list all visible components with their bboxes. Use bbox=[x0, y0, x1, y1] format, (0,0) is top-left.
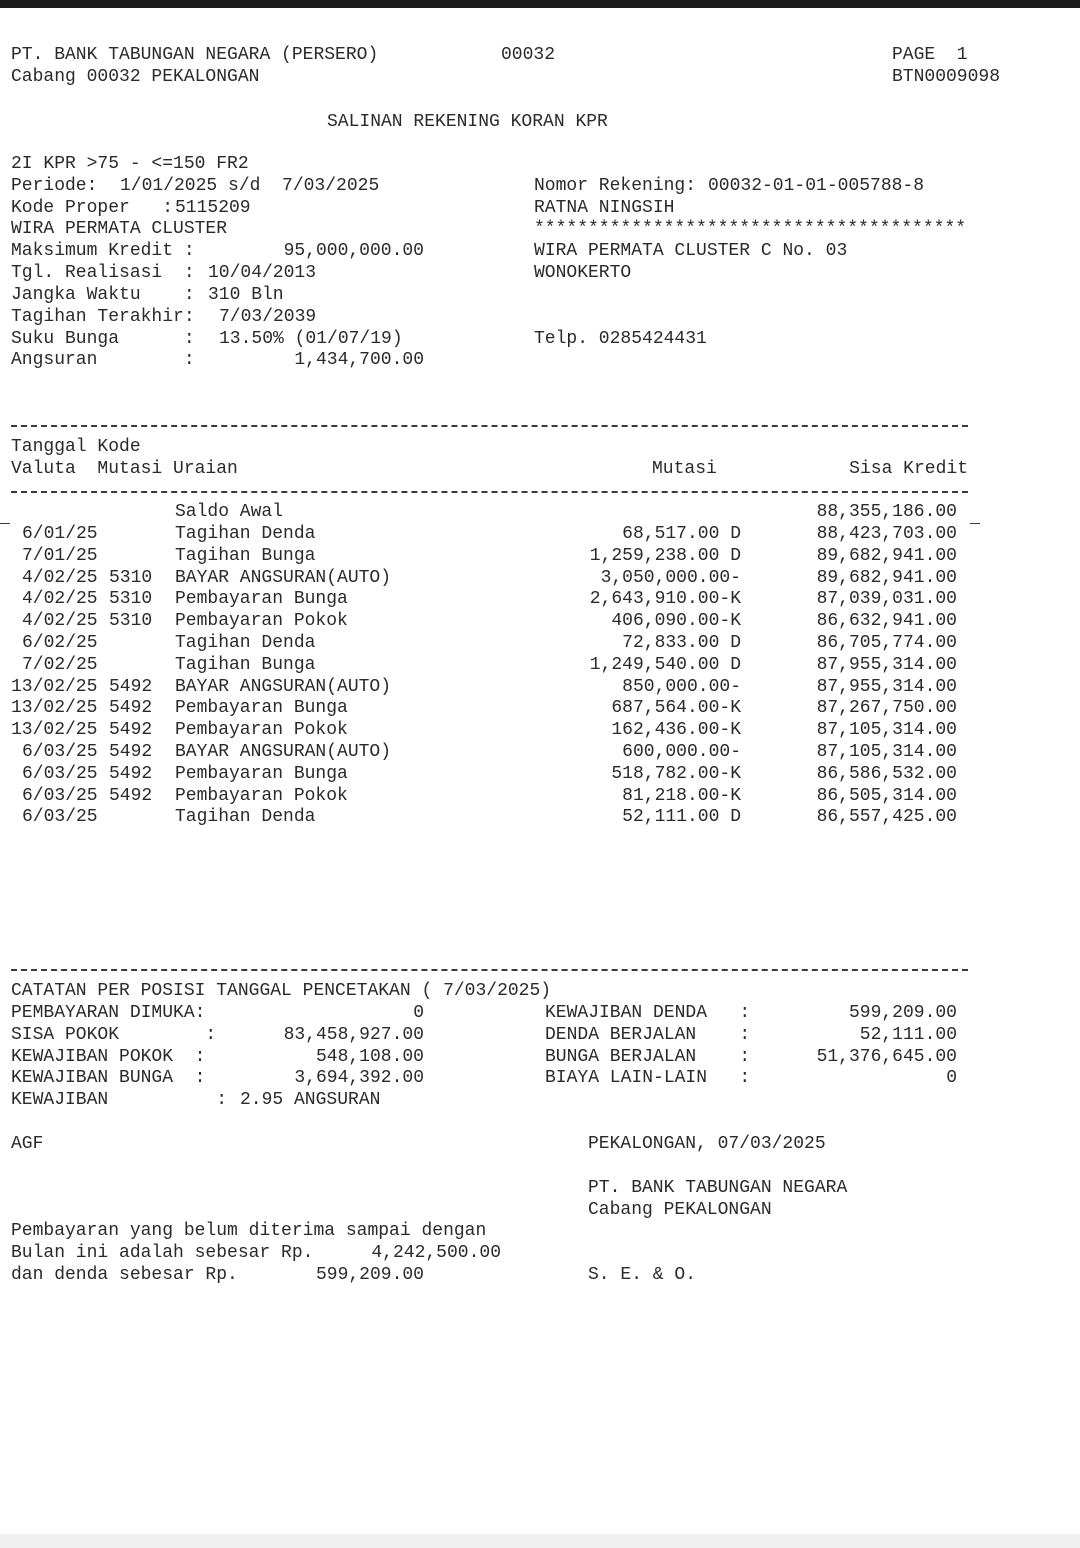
footer-bank-name: PT. BANK TABUNGAN NEGARA bbox=[588, 1178, 848, 1198]
footer-branch: Cabang PEKALONGAN bbox=[588, 1200, 772, 1220]
row-amount: 1,259,238.00 D bbox=[589, 545, 741, 566]
row-balance: 86,586,532.00 bbox=[816, 763, 957, 784]
row-balance: 86,705,774.00 bbox=[816, 633, 957, 653]
row-code: 5492 bbox=[109, 785, 153, 806]
note-line-2-value: 4,242,500.00 bbox=[371, 1243, 501, 1263]
row-amount: 68,517.00 D bbox=[622, 524, 741, 544]
row-description: BAYAR ANGSURAN(AUTO) bbox=[175, 567, 392, 588]
summary-right-label: BIAYA LAIN-LAIN : bbox=[545, 1068, 751, 1089]
row-description: Tagihan Denda bbox=[175, 524, 316, 544]
row-description: Tagihan Denda bbox=[175, 807, 316, 828]
place-date: PEKALONGAN, 07/03/2025 bbox=[588, 1134, 826, 1154]
summary-left-label: PEMBAYARAN DIMUKA: bbox=[11, 1003, 206, 1023]
row-balance: 89,682,941.00 bbox=[816, 545, 957, 566]
row-description: Pembayaran Pokok bbox=[175, 785, 348, 806]
row-description: Pembayaran Bunga bbox=[175, 763, 348, 784]
phone-number: Telp. 0285424431 bbox=[534, 329, 707, 349]
row-date: 13/02/25 bbox=[11, 720, 98, 741]
realisasi-value: 10/04/2013 bbox=[208, 263, 317, 283]
row-balance: 87,955,314.00 bbox=[816, 676, 957, 697]
max-credit-label: Maksimum Kredit : bbox=[11, 241, 195, 261]
row-code: 5310 bbox=[109, 589, 153, 610]
row-balance: 89,682,941.00 bbox=[816, 567, 957, 588]
summary-right-value: 52,111.00 bbox=[859, 1024, 957, 1045]
row-description: BAYAR ANGSURAN(AUTO) bbox=[175, 676, 392, 697]
row-code: 5492 bbox=[109, 763, 153, 784]
row-amount: 518,782.00-K bbox=[611, 763, 741, 784]
account-number-label: Nomor Rekening: bbox=[534, 176, 697, 196]
row-date: 7/02/25 bbox=[22, 654, 98, 675]
summary-left-value: 83,458,927.00 bbox=[283, 1024, 424, 1045]
row-code: 5492 bbox=[109, 676, 153, 697]
row-code: 5310 bbox=[109, 567, 153, 588]
branch-name: Cabang 00032 PEKALONGAN bbox=[11, 67, 260, 87]
row-amount: 1,249,540.00 D bbox=[589, 654, 741, 675]
kode-proper-label: Kode Proper : bbox=[11, 198, 174, 218]
row-balance: 86,557,425.00 bbox=[816, 807, 957, 828]
row-balance: 87,105,314.00 bbox=[816, 742, 957, 762]
row-amount: 600,000.00- bbox=[622, 742, 741, 762]
row-amount: 687,564.00-K bbox=[611, 698, 741, 719]
row-amount: 2,643,910.00-K bbox=[589, 589, 741, 610]
note-line-3-label: dan denda sebesar Rp. bbox=[11, 1265, 238, 1285]
summary-right-value: 599,209.00 bbox=[848, 1003, 957, 1023]
note-line-3-value: 599,209.00 bbox=[315, 1265, 424, 1285]
column-sisa-kredit: Sisa Kredit bbox=[849, 459, 968, 479]
summary-right-value: 51,376,645.00 bbox=[816, 1046, 957, 1067]
row-date: 7/01/25 bbox=[22, 545, 98, 566]
signature: S. E. & O. bbox=[588, 1265, 697, 1285]
summary-right-value: 0 bbox=[946, 1068, 957, 1089]
address-line-2: WONOKERTO bbox=[534, 263, 632, 283]
last-bill-label: Tagihan Terakhir: bbox=[11, 307, 195, 327]
table-header-line-2: Valuta Mutasi Uraian bbox=[11, 459, 238, 479]
row-code: 5492 bbox=[109, 698, 153, 719]
agf-code: AGF bbox=[11, 1134, 44, 1154]
row-code: 5492 bbox=[109, 742, 153, 762]
row-balance: 86,505,314.00 bbox=[816, 785, 957, 806]
summary-right-label: KEWAJIBAN DENDA : bbox=[545, 1003, 751, 1023]
row-amount: 850,000.00- bbox=[622, 676, 741, 697]
document-code: BTN0009098 bbox=[892, 67, 1001, 87]
row-balance: 87,955,314.00 bbox=[816, 654, 957, 675]
summary-left-label: SISA POKOK : bbox=[11, 1024, 217, 1045]
row-description: BAYAR ANGSURAN(AUTO) bbox=[175, 742, 392, 762]
page-number: PAGE 1 bbox=[892, 45, 968, 65]
summary-left-label: KEWAJIBAN BUNGA : bbox=[11, 1068, 206, 1089]
rate-value: 13.50% (01/07/19) bbox=[219, 329, 403, 349]
row-description: Pembayaran Bunga bbox=[175, 698, 348, 719]
column-mutasi: Mutasi bbox=[652, 459, 717, 479]
opening-balance: 88,355,186.00 bbox=[816, 502, 957, 522]
row-description: Tagihan Denda bbox=[175, 633, 316, 653]
table-header-line-1: Tanggal Kode bbox=[11, 437, 141, 457]
row-date: 6/01/25 bbox=[22, 524, 98, 544]
realisasi-label: Tgl. Realisasi : bbox=[11, 263, 195, 283]
summary-right-label: BUNGA BERJALAN : bbox=[545, 1046, 751, 1067]
summary-left-value: 3,694,392.00 bbox=[294, 1068, 424, 1089]
installment-value: 1,434,700.00 bbox=[294, 350, 424, 370]
period-label: Periode: bbox=[11, 176, 98, 196]
row-date: 13/02/25 bbox=[11, 676, 98, 697]
row-date: 6/03/25 bbox=[22, 763, 98, 784]
row-date: 4/02/25 bbox=[22, 589, 98, 610]
row-balance: 88,423,703.00 bbox=[816, 524, 957, 544]
opening-label: Saldo Awal bbox=[175, 502, 284, 522]
max-credit-value: 95,000,000.00 bbox=[283, 241, 424, 261]
row-balance: 87,267,750.00 bbox=[816, 698, 957, 719]
row-amount: 52,111.00 D bbox=[622, 807, 741, 828]
term-label: Jangka Waktu : bbox=[11, 285, 195, 305]
row-description: Pembayaran Pokok bbox=[175, 611, 348, 632]
period-value: 1/01/2025 s/d 7/03/2025 bbox=[120, 176, 380, 196]
row-date: 6/03/25 bbox=[22, 742, 98, 762]
kewajiban-label: KEWAJIBAN : bbox=[11, 1090, 228, 1110]
row-description: Tagihan Bunga bbox=[175, 654, 316, 675]
stars-line: **************************************** bbox=[534, 219, 967, 239]
rate-label: Suku Bunga : bbox=[11, 329, 195, 349]
project-name: WIRA PERMATA CLUSTER bbox=[11, 219, 228, 239]
row-description: Pembayaran Pokok bbox=[175, 720, 348, 741]
row-date: 4/02/25 bbox=[22, 611, 98, 632]
summary-left-label: KEWAJIBAN POKOK : bbox=[11, 1046, 206, 1067]
left-margin-mark bbox=[0, 523, 10, 524]
kode-proper-value: 5115209 bbox=[175, 198, 251, 218]
summary-left-value: 548,108.00 bbox=[315, 1046, 424, 1067]
divider-header bbox=[11, 491, 968, 493]
last-bill-value: 7/03/2039 bbox=[219, 307, 317, 327]
installment-label: Angsuran : bbox=[11, 350, 195, 370]
note-line-1: Pembayaran yang belum diterima sampai dengan bbox=[11, 1221, 487, 1241]
row-description: Pembayaran Bunga bbox=[175, 589, 348, 610]
row-date: 13/02/25 bbox=[11, 698, 98, 719]
row-balance: 87,039,031.00 bbox=[816, 589, 957, 610]
row-date: 6/03/25 bbox=[22, 807, 98, 828]
top-border bbox=[0, 0, 1080, 8]
row-amount: 406,090.00-K bbox=[611, 611, 741, 632]
bottom-band bbox=[0, 1534, 1080, 1548]
row-date: 4/02/25 bbox=[22, 567, 98, 588]
kewajiban-value: 2.95 ANGSURAN bbox=[240, 1090, 381, 1110]
product-type: 2I KPR >75 - <=150 FR2 bbox=[11, 154, 249, 174]
row-amount: 162,436.00-K bbox=[611, 720, 741, 741]
divider-summary bbox=[11, 969, 968, 971]
row-balance: 86,632,941.00 bbox=[816, 611, 957, 632]
row-balance: 87,105,314.00 bbox=[816, 720, 957, 741]
branch-code: 00032 bbox=[501, 45, 556, 65]
term-value: 310 Bln bbox=[208, 285, 284, 305]
row-description: Tagihan Bunga bbox=[175, 545, 316, 566]
summary-right-label: DENDA BERJALAN : bbox=[545, 1024, 751, 1045]
row-code: 5492 bbox=[109, 720, 153, 741]
account-number: 00032-01-01-005788-8 bbox=[708, 176, 925, 196]
bank-name: PT. BANK TABUNGAN NEGARA (PERSERO) bbox=[11, 45, 379, 65]
account-holder: RATNA NINGSIH bbox=[534, 198, 675, 218]
page-title: SALINAN REKENING KORAN KPR bbox=[327, 112, 608, 132]
right-margin-mark bbox=[970, 523, 980, 524]
row-date: 6/03/25 bbox=[22, 785, 98, 806]
row-date: 6/02/25 bbox=[22, 633, 98, 653]
note-line-2-label: Bulan ini adalah sebesar Rp. bbox=[11, 1243, 314, 1263]
summary-title: CATATAN PER POSISI TANGGAL PENCETAKAN ( 7/03/2025) bbox=[11, 981, 552, 1001]
row-amount: 3,050,000.00- bbox=[600, 567, 741, 588]
row-amount: 81,218.00-K bbox=[622, 785, 741, 806]
summary-left-value: 0 bbox=[413, 1003, 424, 1023]
address-line-1: WIRA PERMATA CLUSTER C No. 03 bbox=[534, 241, 848, 261]
divider-top bbox=[11, 425, 968, 427]
row-amount: 72,833.00 D bbox=[622, 633, 741, 653]
row-code: 5310 bbox=[109, 611, 153, 632]
